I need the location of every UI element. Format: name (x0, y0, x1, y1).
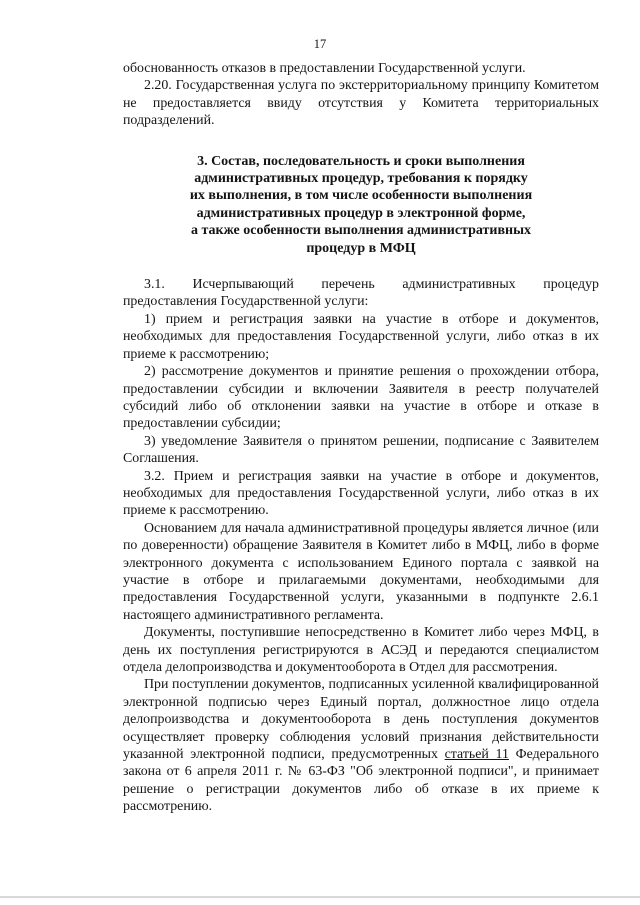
paragraph-documents: Документы, поступившие непосредственно в Комитет либо через МФЦ, в день их поступления регистрируются в АСЭД и передаются специалистом отдела делопроизводства и документооборота в Отдел для рассмотрения. (123, 625, 599, 675)
heading-line: процедур в МФЦ (306, 240, 416, 256)
paragraph-electronic-signature (123, 676, 599, 815)
page-bottom-edge (0, 896, 640, 898)
intro-line: обоснованность отказов в предоставлении Государственной услуги. (123, 61, 526, 76)
paragraph-3-1: 3.1. Исчерпывающий перечень административных процедур предоставления Государственной услуги: (123, 277, 599, 310)
heading-line: их выполнения, в том числе особенности выполнения (189, 188, 533, 204)
paragraph-2-20: 2.20. Государственная услуга по экстерриториальному принципу Комитетом не предоставляется ввиду отсутствия у Комитета территориальных подразделений. (123, 78, 599, 129)
list-item-3: 3) уведомление Заявителя о принятом решении, подписание с Заявителем Соглашения. (123, 433, 599, 467)
heading-line: административных процедур, требования к порядку (194, 171, 528, 187)
paragraph-basis: Основанием для начала административной процедуры является личное (или по доверенности) обращение Заявителя в Комитет либо в МФЦ, либо в форме электронного документа с использованием Единого портала с заявкой на участие в отборе и прилагаемыми документами, необходимыми для предоставления Государственной услуги, указанными в подпункте 2.6.1 настоящего административного регламента. (123, 520, 599, 623)
paragraph-3-2: 3.2. Прием и регистрация заявки на участие в отборе и документов, необходимых для предоставления Государственной услуги, либо отказ в их приеме к рассмотрению. (123, 468, 599, 519)
heading-line: а также особенности выполнения административных (190, 223, 532, 239)
page-number: 17 (313, 37, 327, 51)
list-item-2: 2) рассмотрение документов и принятие решения о прохождении отбора, предоставлении субсидии и включении Заявителя в реестр получателей субсидий либо об отклонении заявки на участие в отборе и отказе в предоставлении субсидии; (123, 364, 599, 432)
document-body (123, 60, 599, 816)
section-3-heading (123, 153, 599, 257)
heading-line: 3. Состав, последовательность и сроки выполнения (197, 153, 525, 169)
list-item-1: 1) прием и регистрация заявки на участие в отборе и документов, необходимых для предоставления Государственной услуги, либо отказ в их приеме к рассмотрению; (123, 311, 599, 362)
heading-line: административных процедур в электронной форме, (196, 205, 526, 221)
signature-text-start: При поступлении документов, подписанных усиленной квалифицированной электронной подписью через Единый портал, должностное лицо отдела делопроизводства и документооборота в день поступления документов осуществляет проверку соблюдения условий признания действительности указанной электронной подписи, предусмотренных (123, 677, 599, 763)
signature-text-end: Федерального закона от 6 апреля 2011 г. № 63-ФЗ "Об электронной подписи", и принимает решение о регистрации документов либо об отказе в их приеме к рассмотрению. (123, 747, 599, 815)
law-article-reference: статьей 11 (444, 747, 509, 763)
